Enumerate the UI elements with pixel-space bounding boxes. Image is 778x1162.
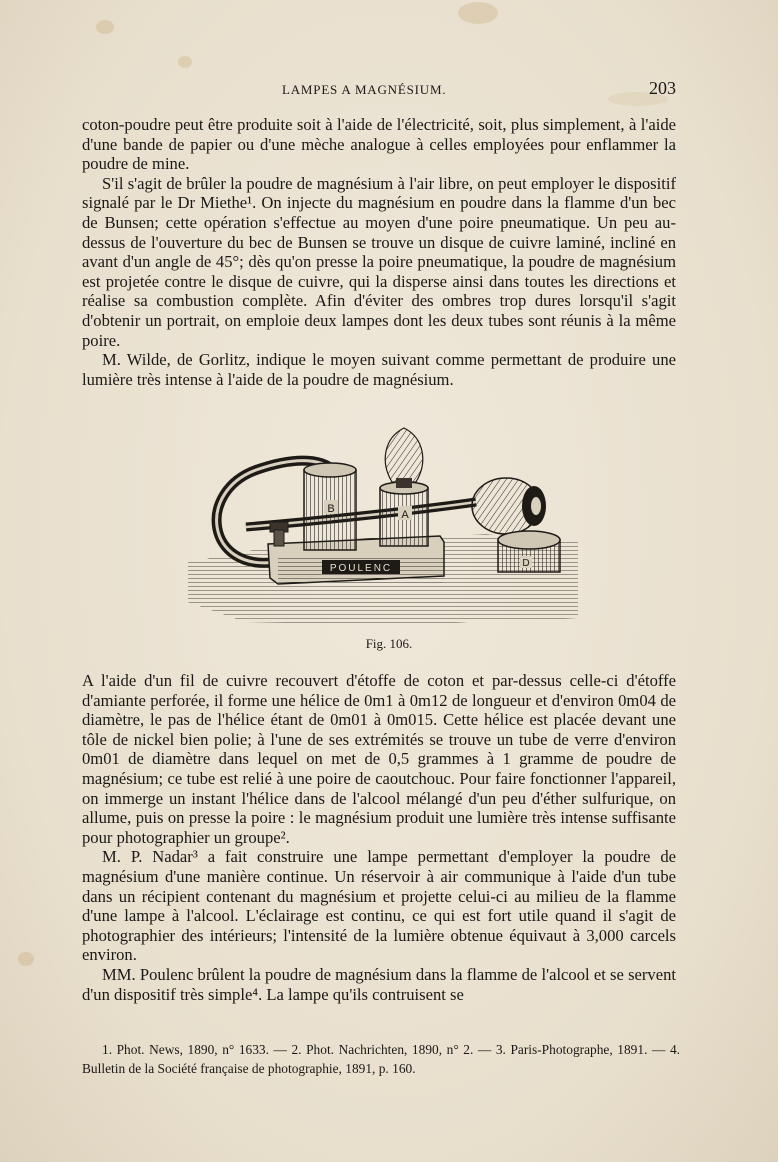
paragraph: M. Wilde, de Gorlitz, indique le moyen suivant comme permettant de produire une lumière très intense à l'aide de la poudre de magnésium. xyxy=(82,350,676,389)
running-title: LAMPES A MAGNÉSIUM. xyxy=(282,82,447,97)
flame xyxy=(385,428,423,482)
paragraph: MM. Poulenc brûlent la poudre de magnésium dans la flamme de l'alcool et se servent d'un dispositif très simple⁴. La lampe qu'ils contruisent se xyxy=(82,964,676,1004)
paragraph: A l'aide d'un fil de cuivre recouvert d'étoffe de coton et par-dessus celle-ci d'étoffe d'amiante perforée, il forme une hélice de 0m1 à 0m12 de longueur et d'environ 0m04 de diamètre, le pas de l'hélice étant de 0m01 à 0m015. Cette hélice est placée devant une tôle de nickel bien polie; à l'une de ses extrémités se trouve un tube de verre d'environ 0m01 de diamètre dans lequel on met de 0,5 grammes à 1 gramme de poudre de magnésium; ce tube est relié à une poire de caoutchouc. Pour faire fonctionner l'appareil, on immerge un instant l'hélice dans de l'alcool mélangé d'un peu d'éther sulfurique, on allume, puis on presse la poire : le magnésium produit une lumière très intense suffisante pour photographier un groupe². xyxy=(82,671,676,847)
brand-label: POULENC xyxy=(329,563,393,574)
label-d: D xyxy=(522,558,530,569)
paragraph: S'il s'agit de brûler la poudre de magnésium à l'air libre, on peut employer le dispositif signalé par le Dr Miethe¹. On injecte du magnésium en poudre dans la flamme d'un bec de Bunsen; cette opération s'effectue au moyen d'une poire pneumatique. Un peu au-dessus de l'ouverture du bec de Bunsen se trouve un disque de cuivre laminé, incliné en avant d'un angle de 45°; dès qu'on presse la poire pneumatique, la poudre de magnésium est projetée contre le disque de cuivre, qui la disperse ainsi dans toutes les directions et réalise sa combustion complète. Afin d'éviter des ombres trop dures lorsqu'il s'agit d'obtenir un portrait, on emploie deux lampes dont les deux tubes sont réunis à la même poire. xyxy=(82,173,676,350)
label-b: B xyxy=(327,503,335,515)
page-header xyxy=(82,76,680,102)
lamp-apparatus-illustration xyxy=(186,422,578,626)
label-a: A xyxy=(401,509,409,521)
text-block-bottom xyxy=(82,671,676,1004)
figure-caption: Fig. 106. xyxy=(365,636,413,651)
figure-engraving xyxy=(186,422,578,626)
footnotes xyxy=(82,1040,680,1078)
paragraph: M. P. Nadar³ a fait construire une lampe permettant d'employer la poudre de magnésium d'une manière continue. Un réservoir à air communique à l'aide d'un tube dans un récipient contenant du magnésium et projette celui-ci au milieu de la flamme d'une lampe à l'alcool. L'éclairage est continu, ce qui est fort utile quand il s'agit de photographier des intérieurs; l'intensité de la lumière obtenue équivaut à 3,000 carcels environ. xyxy=(82,847,676,965)
footnote-text: 1. Phot. News, 1890, n° 1633. — 2. Phot. Nachrichten, 1890, n° 2. — 3. Paris-Photographe, 1891. — 4. Bulletin de la Société française de photographie, 1891, p. 160. xyxy=(82,1042,680,1076)
paragraph: coton-poudre peut être produite soit à l'aide de l'électricité, soit, plus simplement, à l'aide d'une bande de papier ou d'une mèche analogue à celles employées pour enflammer la poudre de mine. xyxy=(82,115,676,174)
text-block-top xyxy=(82,115,676,389)
page-number: 203 xyxy=(649,78,676,98)
